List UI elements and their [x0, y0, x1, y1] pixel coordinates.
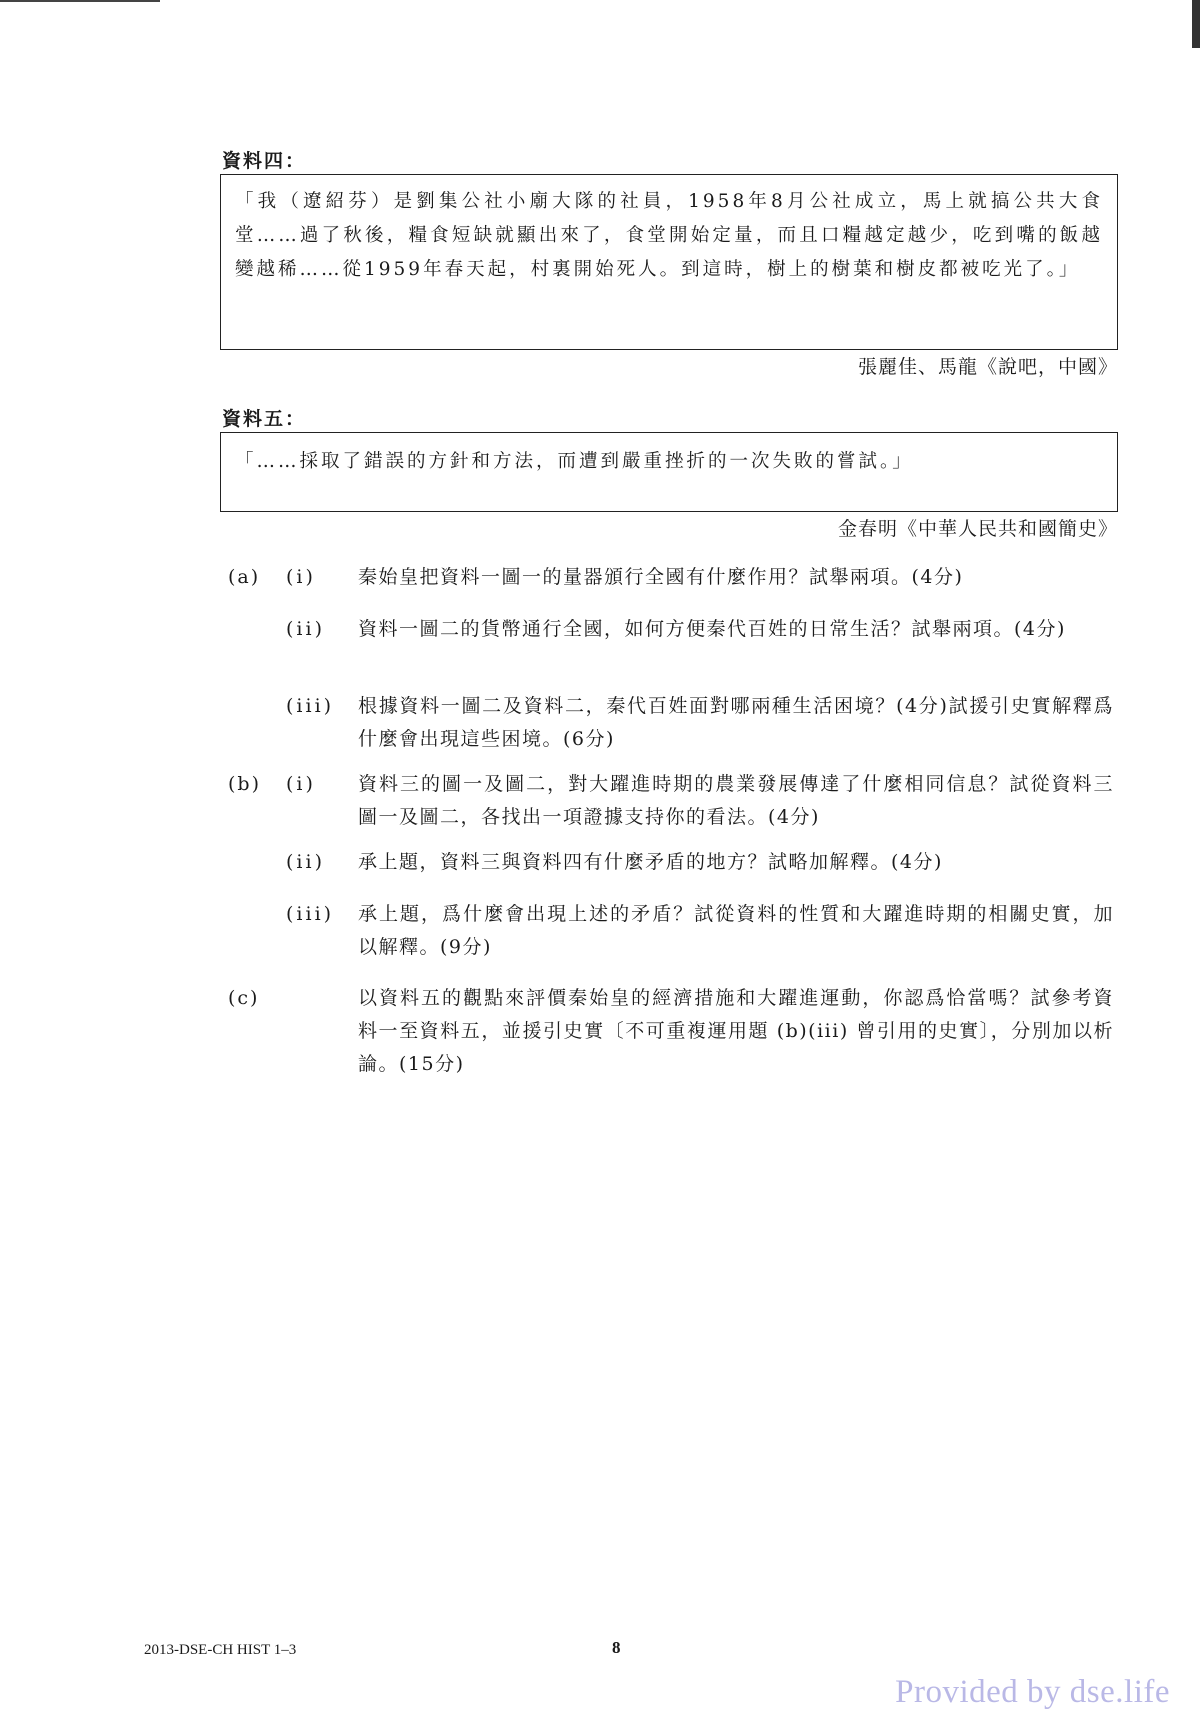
question-sub-label: (i)	[286, 773, 316, 795]
question-text: 秦始皇把資料一圖一的量器頒行全國有什麼作用？試舉兩項。(4分)	[358, 566, 964, 588]
question-sub-label: (iii)	[286, 695, 335, 717]
question-part-label: (b)	[228, 773, 261, 795]
question-text: 資料三的圖一及圖二，對大躍進時期的農業發展傳達了什麼相同信息？試從資料三圖一及圖二，各找出一項證據支持你的看法。(4分)	[358, 773, 1114, 828]
question-text: 承上題，爲什麼會出現上述的矛盾？試從資料的性質和大躍進時期的相關史實，加以解釋。(9分)	[358, 903, 1114, 958]
question-sub-label: (iii)	[286, 903, 335, 925]
source-4-heading: 資料四：	[222, 150, 307, 172]
question-text: 承上題，資料三與資料四有什麼矛盾的地方？試略加解釋。(4分)	[358, 851, 943, 873]
question-sub-label: (ii)	[286, 851, 325, 873]
question-text: 根據資料一圖二及資料二，秦代百姓面對哪兩種生活困境？(4分)試援引史實解釋爲什麼會出現這些困境。(6分)	[358, 695, 1114, 750]
source-4-citation: 張麗佳、馬龍《說吧，中國》	[857, 356, 1118, 378]
question-sub-label: (i)	[286, 566, 316, 588]
paper-code: 2013-DSE-CH HIST 1–3	[144, 1642, 297, 1658]
source-5-text: 「……採取了錯誤的方針和方法，而遭到嚴重挫折的一次失敗的嘗試。」	[235, 451, 914, 472]
scan-artifact-mark	[1192, 0, 1200, 48]
watermark: Provided by dse.life	[895, 1674, 1170, 1710]
page-number: 8	[612, 1638, 621, 1657]
source-5-box	[220, 432, 1118, 512]
question-text: 資料一圖二的貨幣通行全國，如何方便秦代百姓的日常生活？試舉兩項。(4分)	[358, 618, 1066, 640]
source-4-box	[220, 174, 1118, 350]
source-4-text: 「我（遼紹芬）是劉集公社小廟大隊的社員，1958年8月公社成立，馬上就搞公共大食堂……過了秋後，糧食短缺就顯出來了，食堂開始定量，而且口糧越定越少，吃到嘴的飯越變越稀……從1959年春天起，村裏開始死人。到這時，樹上的樹葉和樹皮都被吃光了。」	[235, 191, 1103, 280]
scan-artifact-line	[0, 0, 160, 2]
question-part-label: (c)	[228, 987, 260, 1009]
source-5-citation: 金春明《中華人民共和國簡史》	[837, 518, 1118, 540]
source-5-heading: 資料五：	[222, 408, 307, 430]
question-text: 以資料五的觀點來評價秦始皇的經濟措施和大躍進運動，你認爲恰當嗎？試參考資料一至資料五，並援引史實〔不可重複運用題 (b)(iii) 曾引用的史實〕，分別加以析論。(15分)	[358, 987, 1114, 1075]
question-part-label: (a)	[228, 566, 261, 588]
question-sub-label: (ii)	[286, 618, 325, 640]
